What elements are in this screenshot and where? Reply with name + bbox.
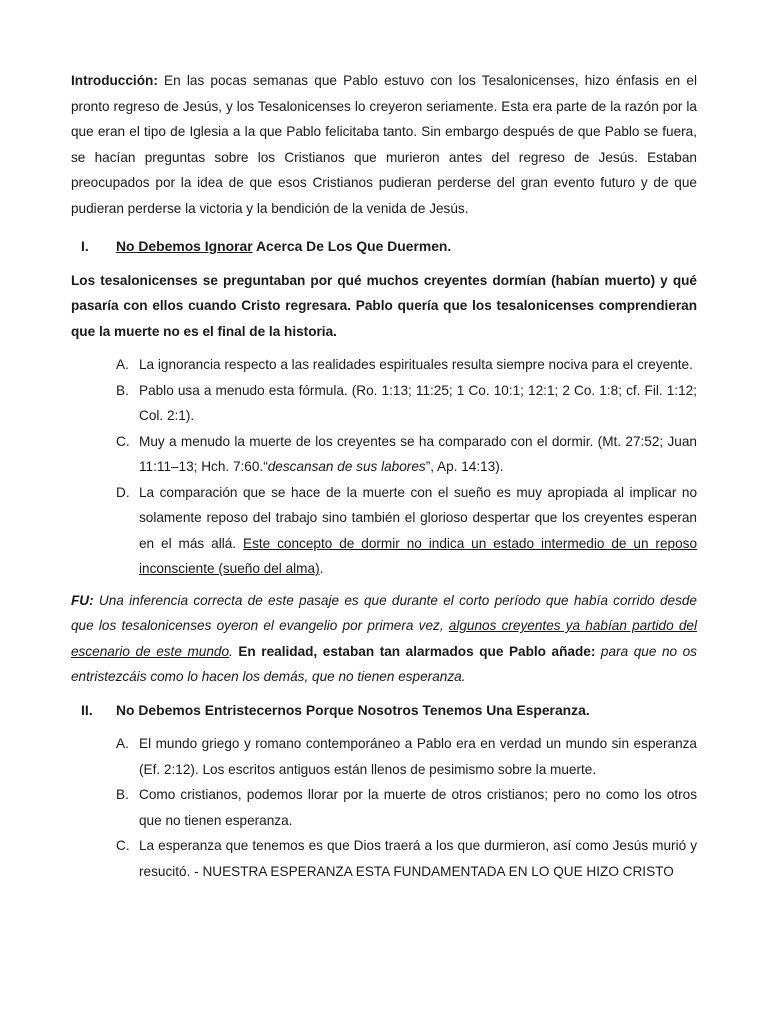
- list-item-text: El mundo griego y romano contemporáneo a Pablo era en verdad un mundo sin esperanza (Ef. 2:12). Los escritos antiguos están llenos de pesimismo sobre la muerte.: [139, 736, 697, 777]
- list-item-text: La esperanza que tenemos es que Dios traerá a los que durmieron, así como Jesús murió y resucitó. - NUESTRA ESPERANZA ESTA FUNDAMENTADA EN LO QUE HIZO CRISTO: [139, 838, 697, 879]
- fu-paragraph: [71, 588, 697, 690]
- section-1-title-rest: Acerca De Los Que Duermen.: [252, 238, 452, 254]
- list-item: [71, 833, 697, 884]
- section-1-numeral: I.: [81, 238, 89, 254]
- section-2-numeral: II.: [81, 701, 93, 718]
- intro-label: Introducción:: [71, 73, 158, 88]
- intro-paragraph: [71, 68, 697, 221]
- list-item-text: Pablo usa a menudo esta fórmula. (Ro. 1:13; 11:25; 1 Co. 10:1; 12:1; 2 Co. 1:8; cf. Fil. 1:12; Col. 2:1).: [139, 382, 697, 423]
- list-marker: B.: [116, 382, 129, 398]
- list-item: [71, 480, 697, 582]
- section-1-summary: Los tesalonicenses se preguntaban por qué muchos creyentes dormían (habían muerto) y qué pasaría con ellos cuando Cristo regresara. Pablo quería que los tesalonicenses comprendieran que la muerte no es el final de la historia.: [71, 272, 697, 339]
- fu-underlined: algunos creyentes ya habían partido del escenario de este mundo: [71, 618, 697, 659]
- list-item-text: [139, 429, 697, 480]
- section-1-title: [116, 234, 697, 260]
- section-1-title-underlined: No Debemos Ignorar: [116, 238, 253, 254]
- list-item-text-after: ”, Ap. 14:13).: [425, 459, 504, 474]
- fu-label: FU:: [71, 592, 94, 608]
- list-item: [71, 782, 697, 833]
- list-marker: C.: [116, 433, 130, 449]
- list-item-text-before: La comparación que se hace de la muerte con el sueño es muy apropiada al implicar no solamente reposo del trabajo sino también el glorioso despertar que los creyentes esperan en el más allá.: [139, 484, 697, 551]
- section-2-list: [71, 731, 697, 884]
- list-item-text: [139, 480, 697, 582]
- section-1-list: [71, 352, 697, 582]
- list-marker: B.: [116, 787, 129, 802]
- fu-text-2: .: [229, 643, 233, 659]
- fu-text-1: Una inferencia correcta de este pasaje es que durante el corto período que había corrido desde que los tesalonicenses oyeron el evangelio por primera vez,: [71, 592, 697, 633]
- list-marker: A.: [116, 357, 129, 372]
- list-item-text-underlined: Este concepto de dormir no indica un estado intermedio de un reposo inconsciente (sueño del alma): [139, 535, 697, 576]
- section-2-title: No Debemos Entristecernos Porque Nosotros Tenemos Una Esperanza.: [116, 701, 590, 718]
- list-marker: D.: [116, 484, 130, 500]
- list-item-text-after: .: [319, 561, 324, 576]
- section-1-heading: [71, 234, 697, 260]
- list-item: [71, 352, 697, 378]
- section-2-heading: [71, 698, 697, 724]
- list-item-text: La ignorancia respecto a las realidades espirituales resulta siempre nociva para el creyente.: [139, 357, 693, 372]
- list-item: [71, 429, 697, 480]
- list-marker: A.: [116, 736, 129, 751]
- list-item-text-before: Muy a menudo la muerte de los creyentes se ha comparado con el dormir. (Mt. 27:52; Juan 11:11–13; Hch. 7:60.“: [139, 433, 697, 474]
- document-page: [71, 68, 697, 890]
- fu-text-3: para que no os entristezcáis como lo hacen los demás, que no tienen esperanza.: [71, 643, 697, 684]
- list-item-text: Como cristianos, podemos llorar por la muerte de otros cristianos; pero no como los otros que no tienen esperanza.: [139, 787, 697, 828]
- list-marker: C.: [116, 838, 130, 853]
- fu-bold: En realidad, estaban tan alarmados que Pablo añade:: [232, 643, 596, 659]
- list-item: [71, 378, 697, 429]
- intro-text: En las pocas semanas que Pablo estuvo con los Tesalonicenses, hizo énfasis en el pronto regreso de Jesús, y los Tesalonicenses lo creyeron seriamente. Esta era parte de la razón por la que eran el tipo de Iglesia a la que Pablo felicitaba tanto. Sin embargo después de que Pablo se fuera, se hacían preguntas sobre los Cristianos que murieron antes del regreso de Jesús. Estaban preocupados por la idea de que esos Cristianos pudieran perderse del gran evento futuro y de que pudieran perderse la victoria y la bendición de la venida de Jesús.: [71, 73, 697, 216]
- list-item: [71, 731, 697, 782]
- list-item-text-italic: descansan de sus labores: [267, 459, 426, 474]
